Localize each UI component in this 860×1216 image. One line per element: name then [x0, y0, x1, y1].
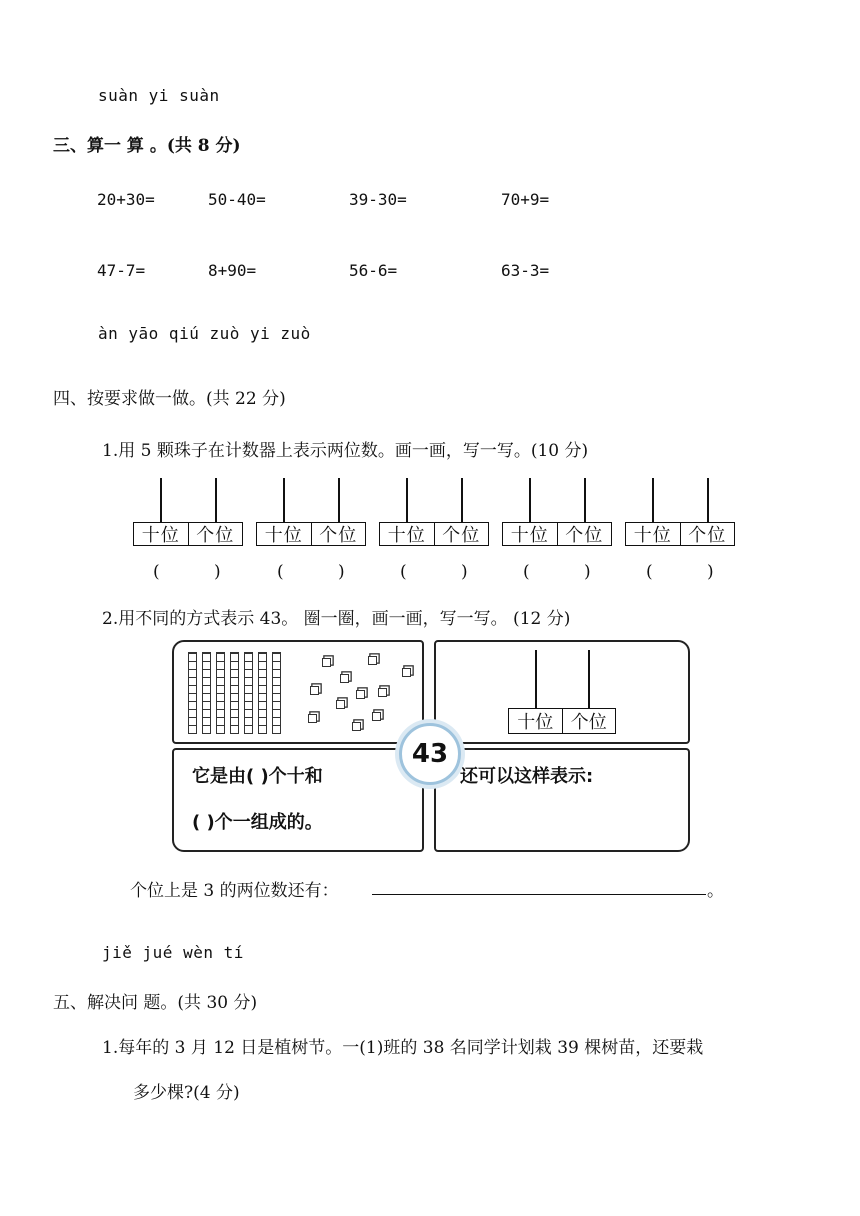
tens-rod — [652, 478, 654, 522]
representation-board — [172, 640, 690, 852]
ones-label: 个位 — [563, 708, 617, 734]
question-4-1: 1.用 5 颗珠子在计数器上表示两位数。画一画，写一写。(10 分) — [102, 441, 589, 461]
answer-paren-open: ( — [523, 562, 530, 582]
calc-item: 20+30= — [97, 190, 155, 209]
answer-paren-close: ) — [461, 562, 468, 582]
other-way-text: 还可以这样表示: — [460, 766, 594, 787]
unit-cube — [368, 656, 377, 665]
calc-item: 56-6= — [349, 261, 398, 280]
answer-paren-close: ) — [707, 562, 714, 582]
answer-paren-open: ( — [646, 562, 653, 582]
tens-label: 十位 — [508, 708, 563, 734]
ones-label: 个位 — [434, 522, 490, 546]
question-4-2: 2.用不同的方式表示 43。 圈一圈，画一画，写一写。 (12 分) — [102, 609, 571, 629]
fill-line-label: 个位上是 3 的两位数还有： — [130, 881, 339, 901]
ten-rod-block — [216, 652, 225, 734]
ten-rod-block — [230, 652, 239, 734]
tens-rod — [529, 478, 531, 522]
ones-label: 个位 — [557, 522, 613, 546]
answer-blank[interactable] — [372, 894, 706, 895]
answer-paren-open: ( — [400, 562, 407, 582]
tens-label: 十位 — [133, 522, 188, 546]
question-5-1-line2: 多少棵?(4 分) — [133, 1083, 240, 1103]
unit-cube — [308, 714, 317, 723]
ones-rod — [588, 650, 590, 708]
tens-label: 十位 — [625, 522, 680, 546]
section-4-title: 四、按要求做一做。(共 22 分) — [53, 389, 286, 409]
answer-paren-close: ) — [338, 562, 345, 582]
composition-panel[interactable] — [172, 748, 424, 852]
abacus[interactable] — [502, 478, 612, 558]
section-3-title: 三、算一 算 。(共 8 分) — [53, 136, 241, 156]
section-5-title: 五、解决问 题。(共 30 分) — [53, 993, 258, 1013]
answer-paren-open: ( — [153, 562, 160, 582]
blocks-panel[interactable] — [172, 640, 424, 744]
calc-item: 50-40= — [208, 190, 266, 209]
ones-rod — [215, 478, 217, 522]
abacus-base — [508, 708, 616, 734]
ones-rod — [584, 478, 586, 522]
composition-text-2: ( )个一组成的。 — [192, 812, 323, 833]
unit-cube — [372, 712, 381, 721]
ten-rod-block — [258, 652, 267, 734]
ten-rod-block — [202, 652, 211, 734]
tens-label: 十位 — [256, 522, 311, 546]
answer-paren-open: ( — [277, 562, 284, 582]
unit-cube — [340, 674, 349, 683]
pinyin-line-3: suàn yi suàn — [98, 86, 220, 105]
unit-cube — [322, 658, 331, 667]
other-way-panel[interactable] — [434, 748, 690, 852]
unit-cube — [352, 722, 361, 731]
calc-item: 39-30= — [349, 190, 407, 209]
abacus-panel[interactable] — [434, 640, 690, 744]
ten-rod-block — [272, 652, 281, 734]
abacus[interactable] — [256, 478, 366, 558]
ten-rod-block — [188, 652, 197, 734]
question-5-1-line1: 1.每年的 3 月 12 日是植树节。一(1)班的 38 名同学计划栽 39 棵树苗，还要栽 — [102, 1038, 704, 1058]
pinyin-line-5: jiě jué wèn tí — [102, 943, 244, 962]
ones-label: 个位 — [311, 522, 367, 546]
unit-cube — [356, 690, 365, 699]
number-43-badge: 43 — [399, 723, 461, 785]
unit-cube — [378, 688, 387, 697]
calc-item: 63-3= — [501, 261, 550, 280]
tens-rod — [406, 478, 408, 522]
composition-text-1: 它是由( )个十和 — [192, 766, 323, 787]
calc-item: 47-7= — [97, 261, 146, 280]
ones-rod — [338, 478, 340, 522]
unit-cube — [310, 686, 319, 695]
abacus[interactable] — [133, 478, 243, 558]
fill-line-end: 。 — [707, 881, 724, 901]
calc-item: 70+9= — [501, 190, 550, 209]
ones-rod — [707, 478, 709, 522]
answer-paren-close: ) — [214, 562, 221, 582]
tens-rod — [283, 478, 285, 522]
tens-label: 十位 — [379, 522, 434, 546]
tens-rod — [535, 650, 537, 708]
tens-label: 十位 — [502, 522, 557, 546]
abacus[interactable] — [625, 478, 735, 558]
ones-label: 个位 — [188, 522, 244, 546]
calc-item: 8+90= — [208, 261, 257, 280]
unit-cube — [402, 668, 411, 677]
tens-rod — [160, 478, 162, 522]
ones-rod — [461, 478, 463, 522]
abacus[interactable] — [379, 478, 489, 558]
ones-label: 个位 — [680, 522, 736, 546]
ten-rod-block — [244, 652, 253, 734]
answer-paren-close: ) — [584, 562, 591, 582]
pinyin-line-4: àn yāo qiú zuò yi zuò — [98, 324, 311, 343]
unit-cube — [336, 700, 345, 709]
